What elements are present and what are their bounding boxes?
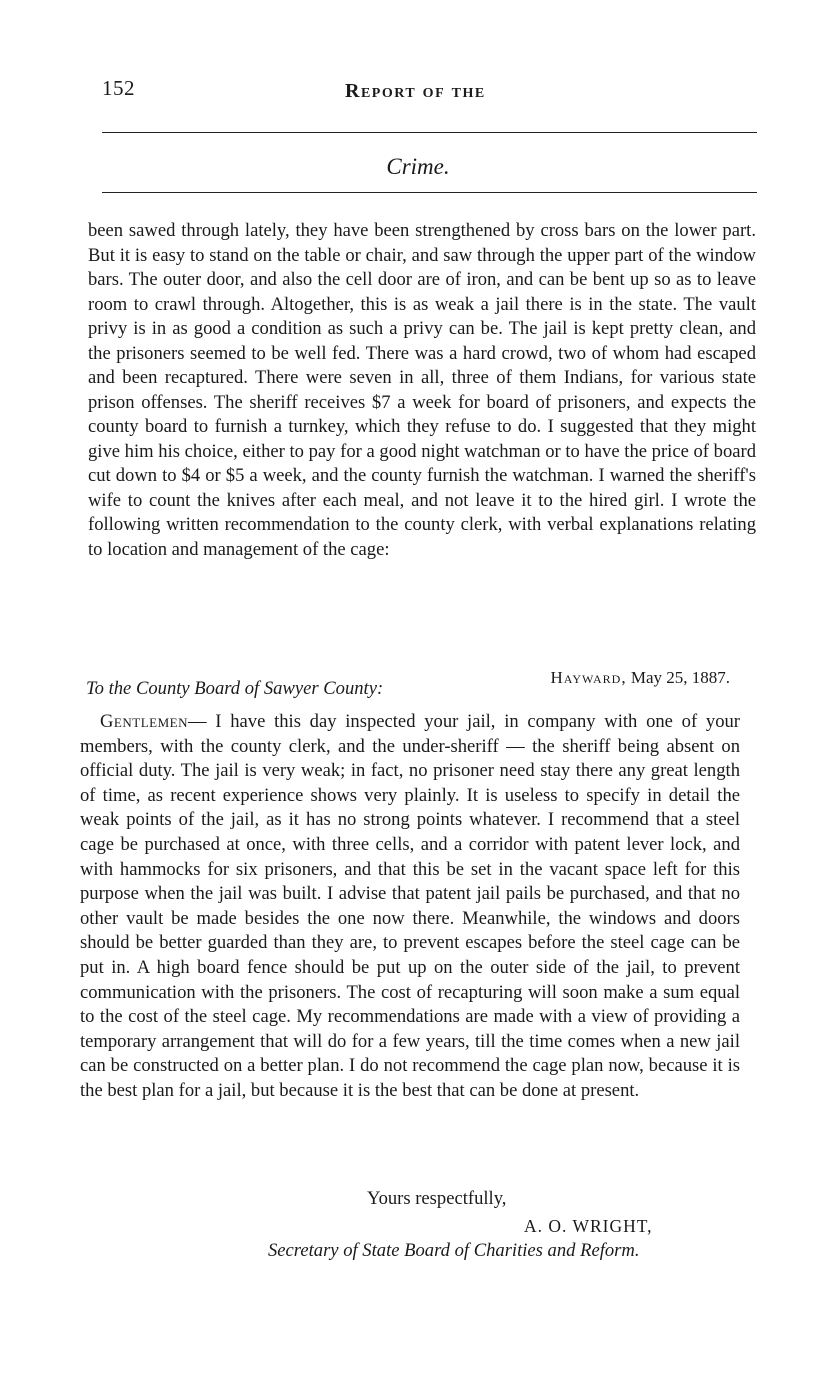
letter-closing: Yours respectfully, [367,1188,507,1209]
header-rule-top [102,132,757,133]
letter-place: Hayward, [550,668,627,687]
letter-paragraph [80,710,740,1104]
section-title: Crime. [386,154,450,179]
page-number: 152 [102,76,135,100]
letter-heading [86,668,756,698]
running-head: Report of the [345,80,486,102]
letter-text: — I have this day inspected your jail, in company with one of your members, with the county clerk, and the under-sheriff — the sheriff being absent on official duty. The jail is very weak; in fact, no prisoner need stay there any great length of time, as recent experience shows very plainly. It is useless to specify in detail the weak points of the jail, as it has no strong points whatever. I recommend that a steel cage be purchased at once, with three cells, and a corridor with patent lever lock, and with hammocks for six prisoners, and that this be set in the vacant space left for this purpose when the jail was built. I advise that patent jail pails be purchased, and that no other vault be made besides the one now there. Meanwhile, the windows and doors should be better guarded than they are, to prevent escapes before the steel cage can be put in. A high board fence should be put up on the outer side of the jail, to prevent communication with the prisoners. The cost of recapturing will soon make a sum equal to the cost of the steel cage. My recommendations are made with a view of providing a temporary arrangement that will do for a few years, till the time comes when a new jail can be constructed on a better plan. I do not recommend the cage plan now, because it is the best plan for a jail, but because it is the best that can be done at present. [80,711,740,1101]
letter-salutation: To the County Board of Sawyer County: [86,678,384,699]
body-paragraph [88,219,756,562]
letter-body [80,710,740,1104]
letter-date: May 25, 1887. [630,668,730,687]
header-rule-bottom [102,192,757,193]
letter-signer-title: Secretary of State Board of Charities and Reform. [268,1240,640,1261]
body-paragraph-text: been sawed through lately, they have been strengthened by cross bars on the lower part. But it is easy to stand on the table or chair, and saw through the upper part of the window bars. The outer door, and also the cell door are of iron, and can be bent up so as to leave room to crawl through. Altogether, this is as weak a jail there is in the state. The vault privy is in as good a condition as such a privy can be. The jail is kept pretty clean, and the prisoners seemed to be well fed. There was a hard crowd, two of whom had escaped and been recaptured. There were seven in all, three of them Indians, for various state prison offenses. The sheriff receives $7 a week for board of prisoners, and expects the county board to furnish a turnkey, which they refuse to do. I suggested that they might give him his choice, either to pay for a good night watchman or to have the price of board cut down to $4 or $5 a week, and the county furnish the watchman. I warned the sheriff's wife to count the knives after each meal, and not leave it to the hired girl. I wrote the following written recommendation to the county clerk, with verbal explanations relating to location and management of the cage: [88,220,756,560]
letter-signer: A. O. WRIGHT, [524,1216,653,1236]
letter-dateline [550,668,730,688]
letter-greeting: Gentlemen [100,711,188,732]
